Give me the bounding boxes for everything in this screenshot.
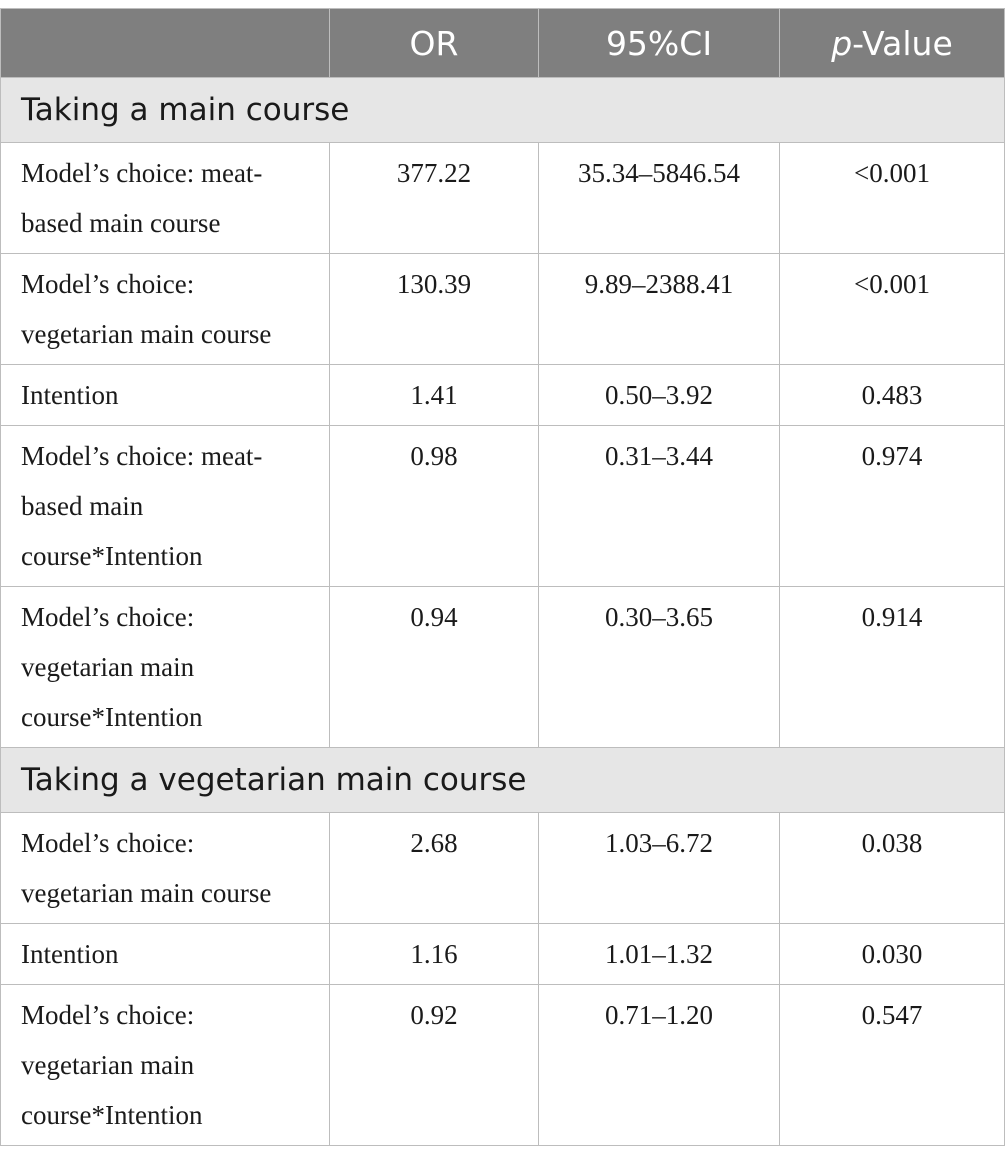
table-row	[1, 365, 1005, 426]
row-label: Model’s choice: vegetarian main course	[1, 254, 330, 365]
row-ci: 1.01–1.32	[539, 924, 780, 985]
header-label-cell	[1, 9, 330, 78]
table-row	[1, 143, 1005, 254]
row-label: Model’s choice: meat-based main course*Intention	[1, 426, 330, 587]
header-row	[1, 9, 1005, 78]
table-row	[1, 985, 1005, 1146]
row-p: <0.001	[780, 143, 1005, 254]
row-or: 0.98	[330, 426, 539, 587]
table-row	[1, 924, 1005, 985]
row-ci: 35.34–5846.54	[539, 143, 780, 254]
row-p: 0.914	[780, 587, 1005, 748]
row-or: 377.22	[330, 143, 539, 254]
section-row	[1, 748, 1005, 813]
row-p: 0.483	[780, 365, 1005, 426]
row-or: 1.41	[330, 365, 539, 426]
row-p: 0.547	[780, 985, 1005, 1146]
section-title: Taking a main course	[1, 78, 1005, 143]
row-label: Intention	[1, 924, 330, 985]
row-or: 1.16	[330, 924, 539, 985]
row-ci: 1.03–6.72	[539, 813, 780, 924]
section-row	[1, 78, 1005, 143]
row-ci: 0.30–3.65	[539, 587, 780, 748]
row-p: <0.001	[780, 254, 1005, 365]
row-or: 0.92	[330, 985, 539, 1146]
section-title: Taking a vegetarian main course	[1, 748, 1005, 813]
results-table	[0, 8, 1005, 1146]
row-ci: 0.50–3.92	[539, 365, 780, 426]
row-p: 0.030	[780, 924, 1005, 985]
table-row	[1, 426, 1005, 587]
row-or: 2.68	[330, 813, 539, 924]
row-label: Model’s choice: vegetarian main course*Intention	[1, 587, 330, 748]
row-label: Intention	[1, 365, 330, 426]
header-p-rest: -Value	[852, 23, 953, 63]
row-or: 130.39	[330, 254, 539, 365]
row-label: Model’s choice: meat-based main course	[1, 143, 330, 254]
header-p-italic: p	[831, 23, 853, 63]
row-ci: 0.71–1.20	[539, 985, 780, 1146]
row-p: 0.974	[780, 426, 1005, 587]
table-row	[1, 254, 1005, 365]
row-or: 0.94	[330, 587, 539, 748]
table-header	[1, 9, 1005, 78]
row-label: Model’s choice: vegetarian main course	[1, 813, 330, 924]
row-ci: 9.89–2388.41	[539, 254, 780, 365]
table-body	[1, 78, 1005, 1146]
header-ci: 95%CI	[539, 9, 780, 78]
header-or: OR	[330, 9, 539, 78]
header-p-value	[780, 9, 1005, 78]
row-label: Model’s choice: vegetarian main course*Intention	[1, 985, 330, 1146]
table-row	[1, 587, 1005, 748]
table-row	[1, 813, 1005, 924]
row-ci: 0.31–3.44	[539, 426, 780, 587]
row-p: 0.038	[780, 813, 1005, 924]
